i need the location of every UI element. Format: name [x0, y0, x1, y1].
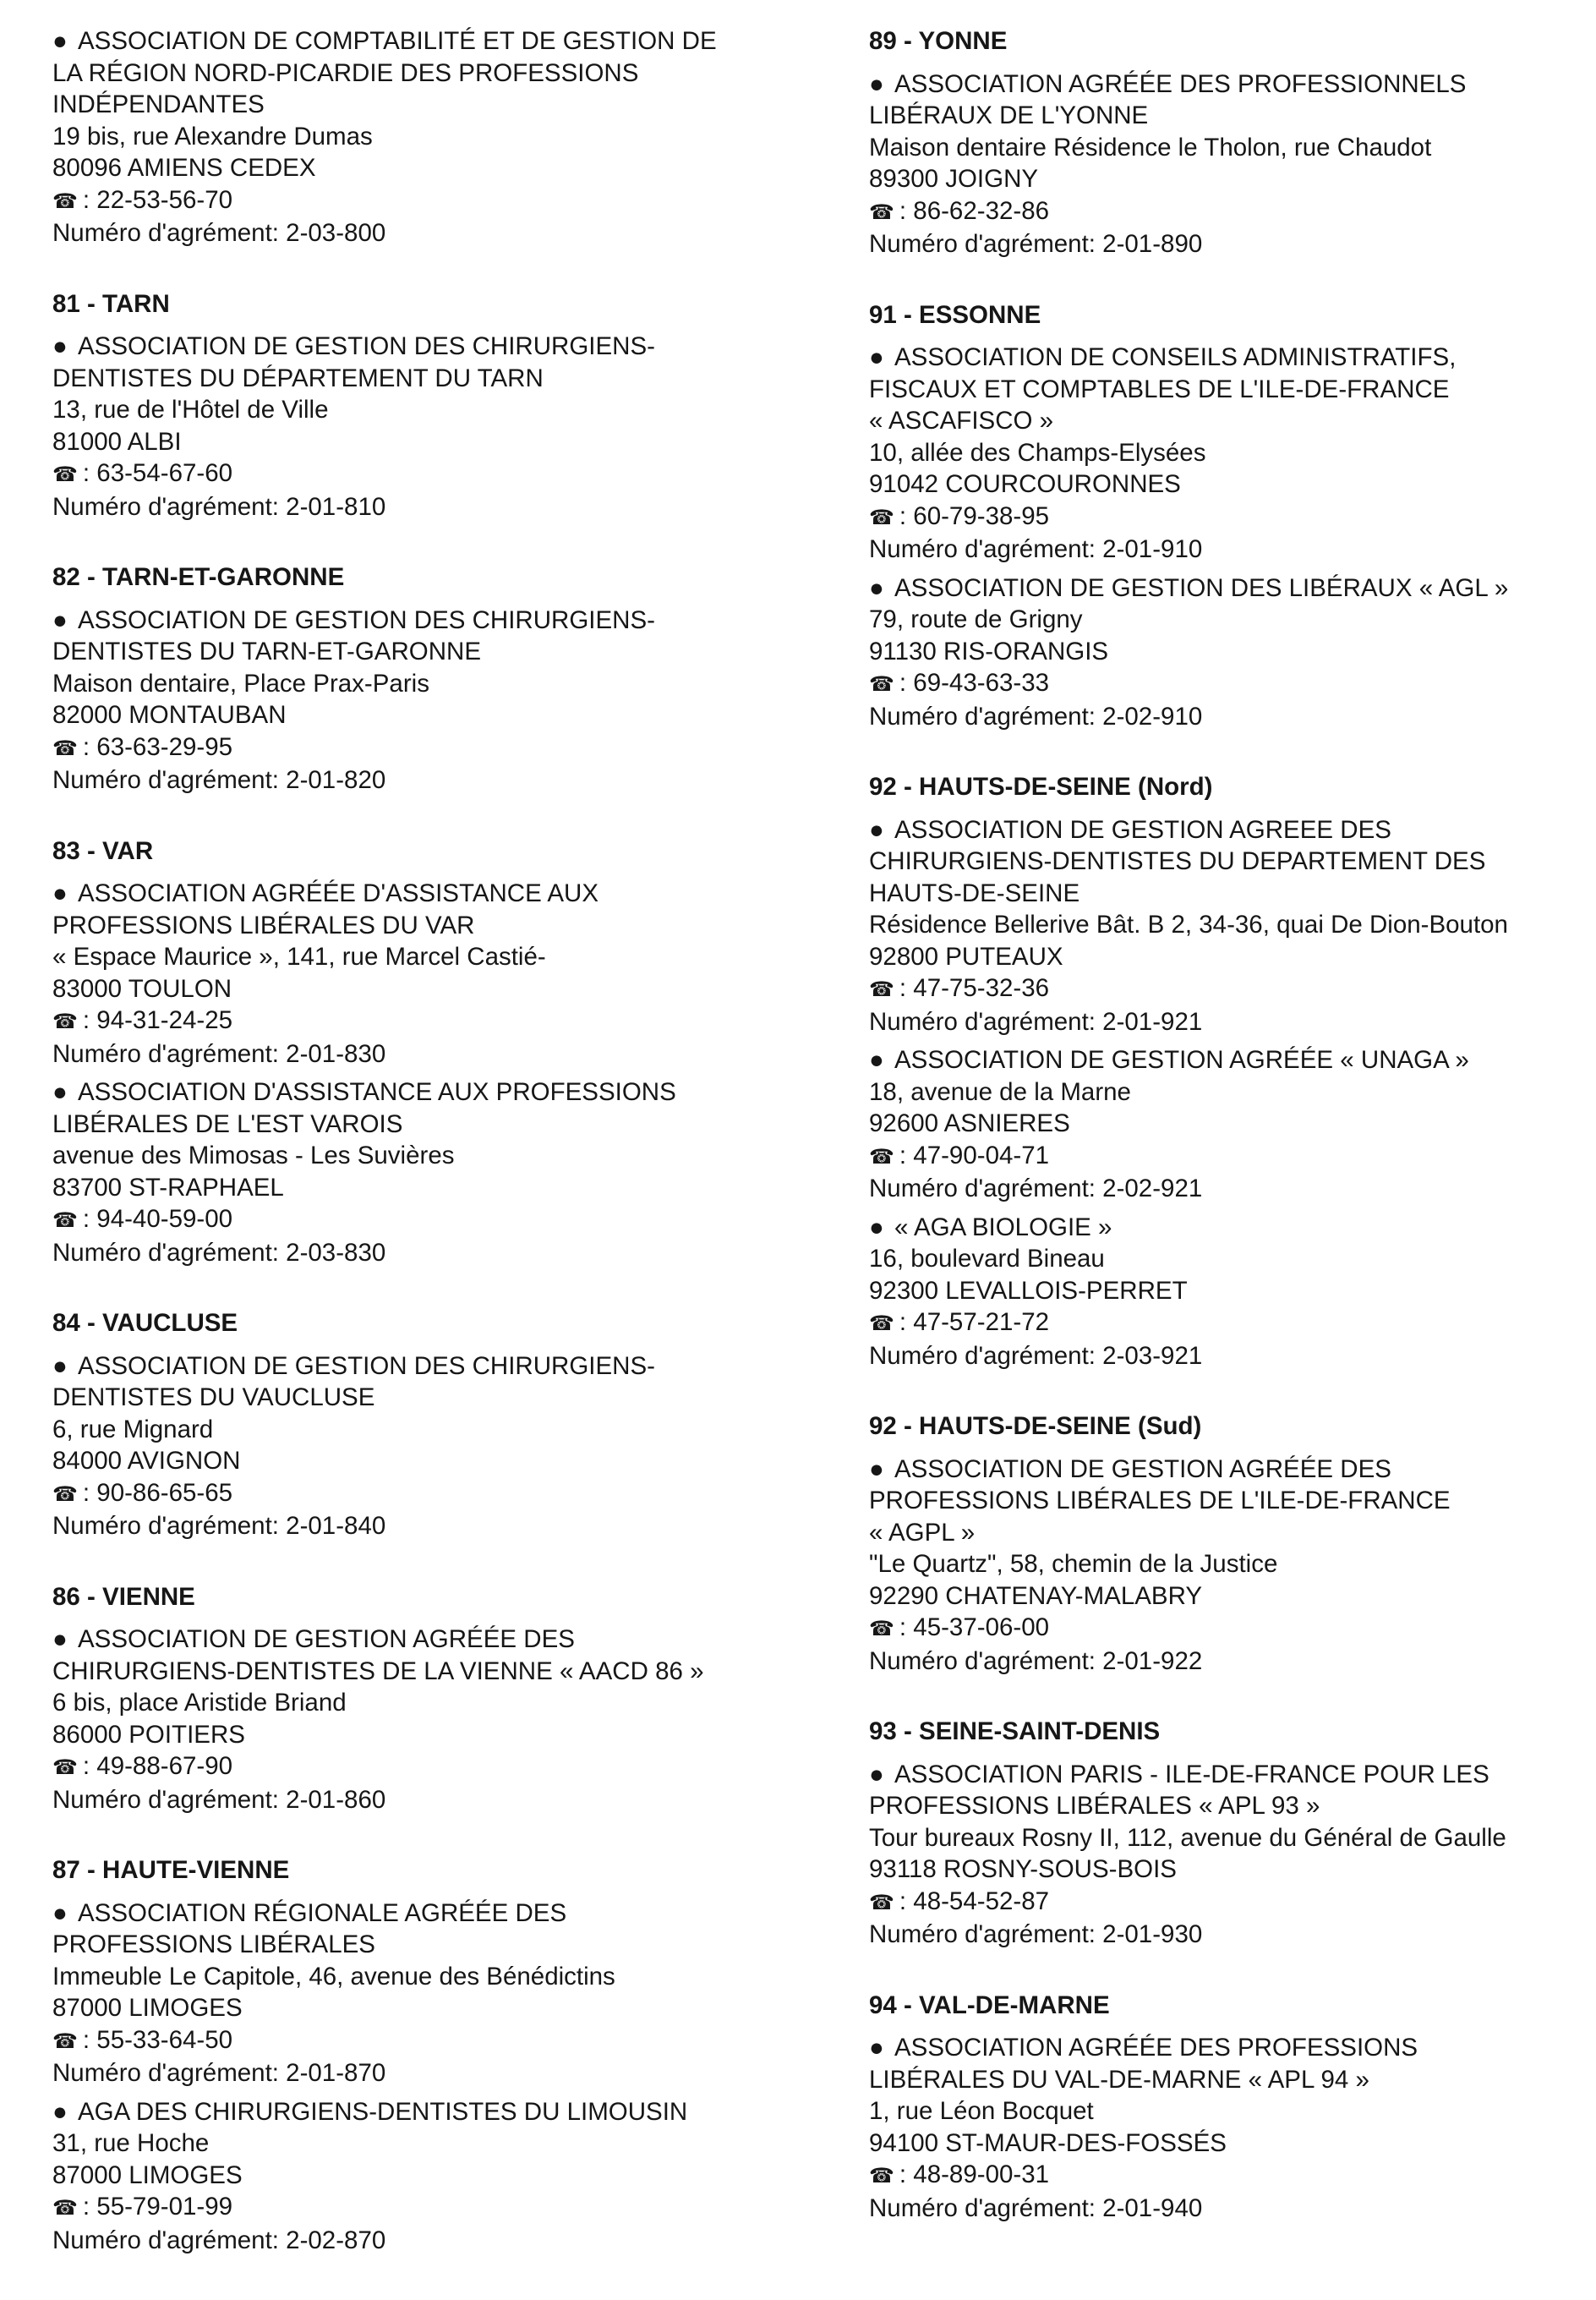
department-header: 94 - VAL-DE-MARNE — [869, 1991, 1110, 2019]
address-line: PROFESSIONS LIBÉRALES — [52, 1930, 375, 1958]
association-name-text: ASSOCIATION D'ASSISTANCE AUX PROFESSIONS — [78, 1078, 676, 1106]
association-name-line — [52, 1350, 817, 1383]
phone-number: : 47-75-32-36 — [899, 974, 1050, 1002]
phone-line — [52, 2024, 817, 2058]
association-name-line — [869, 68, 1594, 101]
address-line: LIBÉRALES DU VAL-DE-MARNE « APL 94 » — [869, 2065, 1369, 2094]
association-entry — [52, 1350, 817, 1542]
address-line: PROFESSIONS LIBÉRALES DE L'ILE-DE-FRANCE — [869, 1487, 1451, 1514]
address-line: 92600 ASNIERES — [869, 1109, 1070, 1137]
address-line: 83000 TOULON — [52, 974, 232, 1003]
phone-icon: ☎ — [869, 1618, 894, 1640]
association-name-text: « AGA BIOLOGIE » — [894, 1213, 1112, 1241]
address-line: "Le Quartz", 58, chemin de la Justice — [869, 1550, 1278, 1578]
phone-icon: ☎ — [52, 2029, 78, 2053]
address-line: 86000 POITIERS — [52, 1720, 245, 1749]
association-name-line — [52, 878, 817, 910]
phone-line — [52, 184, 817, 218]
association-name-text: AGA DES CHIRURGIENS-DENTISTES DU LIMOUSIN — [78, 2097, 688, 2126]
address-line: LIBÉRALES DE L'EST VAROIS — [52, 1109, 403, 1138]
bullet-icon: ● — [869, 2034, 884, 2062]
phone-icon: ☎ — [52, 1482, 78, 1506]
phone-line — [869, 667, 1594, 701]
agrement-number: Numéro d'agrément: 2-03-800 — [52, 219, 386, 247]
address-line: DENTISTES DU VAUCLUSE — [52, 1383, 375, 1411]
department-header: 92 - HAUTS-DE-SEINE (Sud) — [869, 1412, 1202, 1440]
department-section-84-vaucluse — [52, 1307, 817, 1542]
address-line: PROFESSIONS LIBÉRALES DU VAR — [52, 911, 475, 939]
address-line: 19 bis, rue Alexandre Dumas — [52, 122, 373, 151]
association-name-text: ASSOCIATION AGRÉÉE DES PROFESSIONNELS — [894, 69, 1467, 98]
address-line: « Espace Maurice », 141, rue Marcel Castié- — [52, 943, 546, 971]
association-name-line — [869, 2032, 1594, 2064]
association-name-text: ASSOCIATION DE GESTION DES CHIRURGIENS- — [78, 1351, 655, 1380]
address-line: 13, rue de l'Hôtel de Ville — [52, 396, 329, 424]
phone-line — [52, 1750, 817, 1784]
phone-line — [869, 195, 1594, 229]
department-header: 87 - HAUTE-VIENNE — [52, 1856, 290, 1884]
phone-line — [52, 2191, 817, 2225]
association-entry — [52, 1076, 817, 1268]
department-header: 93 - SEINE-SAINT-DENIS — [869, 1717, 1161, 1745]
phone-icon: ☎ — [52, 463, 78, 486]
phone-icon: ☎ — [869, 1145, 894, 1169]
phone-line — [869, 2159, 1594, 2193]
address-line: « ASCAFISCO » — [869, 407, 1054, 435]
association-entry — [869, 1759, 1594, 1951]
association-entry — [869, 1454, 1594, 1678]
address-line: 83700 ST-RAPHAEL — [52, 1173, 284, 1202]
department-header: 89 - YONNE — [869, 27, 1008, 55]
bullet-icon: ● — [869, 1213, 884, 1241]
address-line: 93118 ROSNY-SOUS-BOIS — [869, 1855, 1177, 1883]
address-line: Maison dentaire Résidence le Tholon, rue Chaudot — [869, 133, 1432, 162]
phone-number: : 55-79-01-99 — [82, 2193, 233, 2221]
agrement-number: Numéro d'agrément: 2-01-810 — [52, 492, 386, 521]
phone-number: : 94-40-59-00 — [82, 1205, 233, 1233]
phone-icon: ☎ — [52, 1756, 78, 1779]
address-line: « AGPL » — [869, 1518, 976, 1547]
association-name-line — [869, 342, 1594, 374]
agrement-number: Numéro d'agrément: 2-01-940 — [869, 2193, 1203, 2222]
phone-number: : 94-31-24-25 — [82, 1006, 233, 1034]
association-entry — [869, 2032, 1594, 2224]
phone-number: : 45-37-06-00 — [899, 1613, 1050, 1641]
phone-icon: ☎ — [869, 1891, 894, 1914]
address-line: 82000 MONTAUBAN — [52, 701, 287, 729]
address-line: 80096 AMIENS CEDEX — [52, 154, 316, 182]
address-line: Immeuble Le Capitole, 46, avenue des Bénédictins — [52, 1962, 615, 1991]
association-name-line — [869, 1212, 1594, 1244]
agrement-number: Numéro d'agrément: 2-01-930 — [869, 1920, 1203, 1948]
agrement-number: Numéro d'agrément: 2-01-922 — [869, 1646, 1203, 1675]
agrement-number: Numéro d'agrément: 2-01-860 — [52, 1785, 386, 1814]
department-header: 83 - VAR — [52, 836, 154, 865]
bullet-icon: ● — [52, 1625, 68, 1653]
address-line: 92300 LEVALLOIS-PERRET — [869, 1276, 1188, 1305]
bullet-icon: ● — [869, 815, 884, 844]
agrement-number: Numéro d'agrément: 2-01-910 — [869, 535, 1203, 563]
association-name-text: ASSOCIATION DE GESTION DES CHIRURGIENS- — [78, 332, 655, 360]
association-entry — [869, 814, 1594, 1038]
bullet-icon: ● — [52, 2097, 68, 2126]
agrement-number: Numéro d'agrément: 2-03-830 — [52, 1238, 386, 1267]
department-section-89-yonne — [869, 25, 1594, 260]
association-name-text: ASSOCIATION RÉGIONALE AGRÉÉE DES — [78, 1898, 567, 1927]
phone-number: : 86-62-32-86 — [899, 196, 1050, 225]
bullet-icon: ● — [52, 1351, 68, 1380]
address-line: Résidence Bellerive Bât. B 2, 34-36, quai De Dion-Bouton — [869, 911, 1508, 939]
phone-number: : 69-43-63-33 — [899, 669, 1050, 697]
bullet-icon: ● — [869, 69, 884, 98]
phone-line — [869, 1612, 1594, 1646]
association-name-line — [52, 1898, 817, 1930]
bullet-icon: ● — [52, 1078, 68, 1106]
address-line: LIBÉRAUX DE L'YONNE — [869, 101, 1149, 129]
association-name-line — [869, 1454, 1594, 1486]
address-line: FISCAUX ET COMPTABLES DE L'ILE-DE-FRANCE — [869, 375, 1450, 403]
association-name-line — [869, 572, 1594, 605]
phone-line — [52, 1005, 817, 1038]
address-line: 10, allée des Champs-Elysées — [869, 438, 1206, 467]
phone-line — [869, 501, 1594, 534]
address-line: Maison dentaire, Place Prax-Paris — [52, 669, 429, 698]
association-entry — [52, 25, 817, 249]
association-name-text: ASSOCIATION AGRÉÉE D'ASSISTANCE AUX — [78, 879, 598, 907]
department-section-94-val-de-marne — [869, 1990, 1594, 2225]
association-entry — [869, 68, 1594, 260]
address-line: PROFESSIONS LIBÉRALES « APL 93 » — [869, 1792, 1320, 1820]
phone-number: : 90-86-65-65 — [82, 1478, 233, 1507]
department-section-92-hauts-de-seine-sud — [869, 1410, 1594, 1677]
phone-icon: ☎ — [52, 1010, 78, 1033]
phone-number: : 60-79-38-95 — [899, 501, 1050, 530]
association-entry — [869, 1044, 1594, 1205]
phone-icon: ☎ — [52, 737, 78, 760]
agrement-number: Numéro d'agrément: 2-01-870 — [52, 2059, 386, 2087]
phone-icon: ☎ — [869, 2165, 894, 2188]
address-line: 18, avenue de la Marne — [869, 1077, 1131, 1106]
association-entry — [52, 1898, 817, 2089]
address-line: 92290 CHATENAY-MALABRY — [869, 1581, 1203, 1610]
agrement-number: Numéro d'agrément: 2-01-820 — [52, 766, 386, 794]
agrement-number: Numéro d'agrément: 2-01-921 — [869, 1007, 1203, 1036]
association-name-line — [52, 1076, 817, 1109]
association-name-line — [52, 2096, 817, 2128]
agrement-number: Numéro d'agrément: 2-01-890 — [869, 230, 1203, 258]
agrement-number: Numéro d'agrément: 2-02-910 — [869, 702, 1203, 731]
phone-line — [869, 1886, 1594, 1919]
address-line: 87000 LIMOGES — [52, 2160, 243, 2189]
association-entry — [52, 2096, 817, 2257]
association-entry — [52, 331, 817, 523]
address-line: HAUTS-DE-SEINE — [869, 879, 1080, 907]
department-section-92-hauts-de-seine-nord — [869, 771, 1594, 1372]
phone-icon: ☎ — [869, 978, 894, 1001]
left-column — [52, 25, 817, 2295]
department-header: 86 - VIENNE — [52, 1582, 195, 1611]
phone-icon: ☎ — [52, 1209, 78, 1232]
association-name-text: ASSOCIATION DE GESTION AGRÉÉE DES — [894, 1454, 1391, 1483]
bullet-icon: ● — [52, 27, 68, 55]
association-entry — [52, 878, 817, 1070]
association-name-line — [52, 605, 817, 637]
department-section-82-tarn-et-garonne — [52, 561, 817, 797]
department-section-86-vienne — [52, 1581, 817, 1816]
association-name-text: ASSOCIATION DE GESTION DES LIBÉRAUX « AGL » — [894, 573, 1509, 602]
bullet-icon: ● — [52, 1898, 68, 1927]
bullet-icon: ● — [52, 879, 68, 907]
right-column — [869, 25, 1594, 2263]
association-name-line — [869, 1759, 1594, 1791]
department-header: 91 - ESSONNE — [869, 300, 1041, 329]
phone-line — [869, 972, 1594, 1006]
department-section-93-seine-saint-denis — [869, 1716, 1594, 1951]
address-line: 89300 JOIGNY — [869, 165, 1039, 193]
association-name-line — [869, 1044, 1594, 1076]
agrement-number: Numéro d'agrément: 2-01-840 — [52, 1512, 386, 1540]
address-line: 6 bis, place Aristide Briand — [52, 1689, 347, 1717]
address-line: CHIRURGIENS-DENTISTES DE LA VIENNE « AACD 86 » — [52, 1657, 704, 1685]
association-name-line — [869, 814, 1594, 846]
bullet-icon: ● — [869, 1046, 884, 1074]
phone-line — [869, 1140, 1594, 1174]
phone-number: : 47-57-21-72 — [899, 1308, 1050, 1336]
association-entry — [52, 605, 817, 797]
association-name-text: ASSOCIATION DE GESTION AGRÉÉE « UNAGA » — [894, 1046, 1469, 1074]
association-name-text: ASSOCIATION DE GESTION DES CHIRURGIENS- — [78, 605, 655, 634]
bullet-icon: ● — [869, 1760, 884, 1788]
phone-icon: ☎ — [52, 189, 78, 213]
phone-line — [52, 1203, 817, 1237]
address-line: avenue des Mimosas - Les Suvières — [52, 1142, 455, 1169]
bullet-icon: ● — [869, 573, 884, 602]
address-line: CHIRURGIENS-DENTISTES DU DEPARTEMENT DES — [869, 847, 1486, 875]
department-section-continued — [52, 25, 817, 249]
association-name-text: ASSOCIATION DE CONSEILS ADMINISTRATIFS, — [894, 343, 1457, 371]
phone-icon: ☎ — [869, 1312, 894, 1335]
address-line: DENTISTES DU DÉPARTEMENT DU TARN — [52, 364, 544, 392]
address-line: 16, boulevard Bineau — [869, 1245, 1105, 1273]
address-line: DENTISTES DU TARN-ET-GARONNE — [52, 638, 482, 665]
phone-icon: ☎ — [52, 2197, 78, 2220]
address-line: INDÉPENDANTES — [52, 90, 265, 118]
bullet-icon: ● — [52, 332, 68, 360]
department-section-83-var — [52, 835, 817, 1269]
phone-icon: ☎ — [869, 200, 894, 224]
phone-number: : 48-89-00-31 — [899, 2160, 1050, 2188]
agrement-number: Numéro d'agrément: 2-02-921 — [869, 1175, 1203, 1202]
phone-icon: ☎ — [869, 673, 894, 696]
address-line: 91130 RIS-ORANGIS — [869, 637, 1109, 665]
phone-number: : 55-33-64-50 — [82, 2025, 233, 2054]
department-header: 84 - VAUCLUSE — [52, 1309, 238, 1337]
agrement-number: Numéro d'agrément: 2-01-830 — [52, 1039, 386, 1068]
department-section-87-haute-vienne — [52, 1854, 817, 2256]
association-name-text: ASSOCIATION DE GESTION AGREEE DES — [894, 815, 1391, 844]
department-header: 92 - HAUTS-DE-SEINE (Nord) — [869, 773, 1213, 801]
address-line: 1, rue Léon Bocquet — [869, 2097, 1094, 2125]
association-entry — [869, 1212, 1594, 1372]
association-name-text: ASSOCIATION DE COMPTABILITÉ ET DE GESTION DE — [78, 27, 717, 55]
phone-number: : 48-54-52-87 — [899, 1887, 1050, 1915]
phone-line — [52, 457, 817, 491]
department-section-81-tarn — [52, 288, 817, 523]
phone-number: : 63-63-29-95 — [82, 732, 233, 761]
association-name-line — [52, 25, 817, 58]
phone-number: : 49-88-67-90 — [82, 1752, 233, 1780]
department-header: 81 - TARN — [52, 289, 170, 318]
phone-number: : 63-54-67-60 — [82, 459, 233, 487]
association-name-line — [52, 1624, 817, 1656]
agrement-number: Numéro d'agrément: 2-02-870 — [52, 2226, 386, 2254]
address-line: 87000 LIMOGES — [52, 1994, 243, 2022]
agrement-number: Numéro d'agrément: 2-03-921 — [869, 1341, 1203, 1370]
association-name-text: ASSOCIATION PARIS - ILE-DE-FRANCE POUR LES — [894, 1760, 1489, 1788]
address-line: LA RÉGION NORD-PICARDIE DES PROFESSIONS — [52, 58, 639, 87]
address-line: Tour bureaux Rosny II, 112, avenue du Général de Gaulle — [869, 1823, 1506, 1852]
department-section-91-essonne — [869, 299, 1594, 733]
department-header: 82 - TARN-ET-GARONNE — [52, 563, 345, 591]
bullet-icon: ● — [869, 1454, 884, 1483]
address-line: 94100 ST-MAUR-DES-FOSSÉS — [869, 2128, 1227, 2157]
association-entry — [869, 572, 1594, 733]
address-line: 92800 PUTEAUX — [869, 942, 1063, 971]
phone-number: : 47-90-04-71 — [899, 1141, 1050, 1169]
address-line: 91042 COURCOURONNES — [869, 470, 1181, 498]
association-entry — [869, 342, 1594, 566]
association-entry — [52, 1624, 817, 1815]
address-line: 31, rue Hoche — [52, 2129, 210, 2157]
phone-icon: ☎ — [869, 506, 894, 529]
phone-number: : 22-53-56-70 — [82, 185, 233, 214]
association-name-text: ASSOCIATION DE GESTION AGRÉÉE DES — [78, 1625, 575, 1653]
address-line: 84000 AVIGNON — [52, 1447, 241, 1475]
phone-line — [52, 731, 817, 765]
association-name-line — [52, 331, 817, 363]
phone-line — [869, 1306, 1594, 1340]
address-line: 79, route de Grigny — [869, 605, 1083, 633]
bullet-icon: ● — [52, 605, 68, 634]
address-line: 81000 ALBI — [52, 427, 182, 456]
phone-line — [52, 1477, 817, 1511]
association-name-text: ASSOCIATION AGRÉÉE DES PROFESSIONS — [894, 2034, 1418, 2062]
bullet-icon: ● — [869, 343, 884, 371]
address-line: 6, rue Mignard — [52, 1415, 214, 1443]
